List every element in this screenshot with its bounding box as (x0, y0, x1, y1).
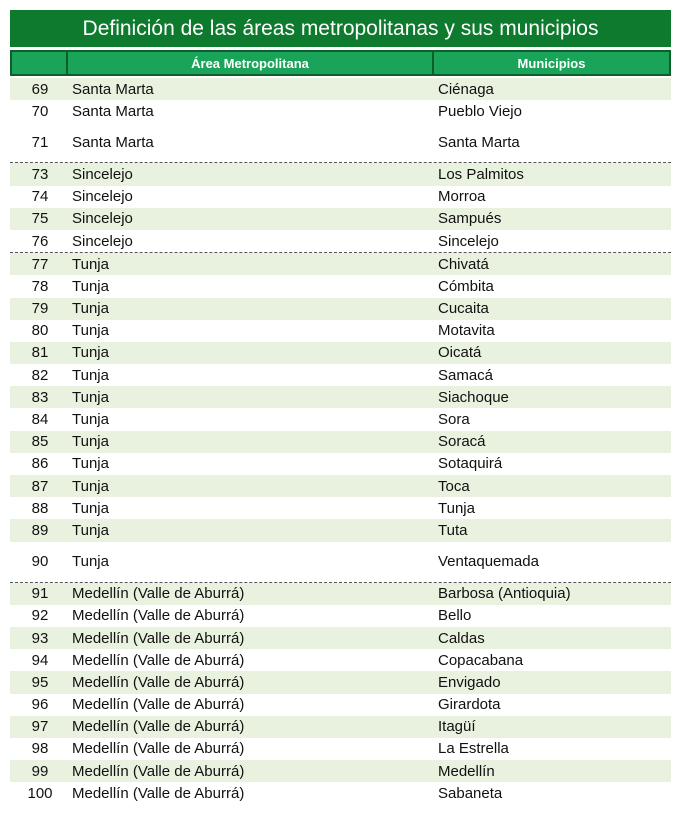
row-municipio: Envigado (438, 673, 501, 691)
table-row (10, 627, 671, 649)
row-number: 94 (31, 651, 49, 669)
row-area: Santa Marta (72, 80, 154, 98)
table-row (10, 782, 671, 804)
row-number: 99 (31, 762, 49, 780)
row-number: 86 (31, 455, 49, 473)
row-municipio: Girardota (438, 696, 501, 714)
row-number: 91 (31, 585, 49, 603)
header-area-metropolitana: Área Metropolitana (68, 52, 434, 74)
row-municipio: La Estrella (438, 740, 509, 758)
row-number: 69 (31, 80, 49, 98)
table-row (10, 738, 671, 760)
row-area: Tunja (72, 521, 109, 539)
row-municipio: Los Palmitos (438, 165, 524, 183)
row-municipio: Sora (438, 411, 470, 429)
table-row (10, 431, 671, 453)
row-number: 95 (31, 673, 49, 691)
row-area: Medellín (Valle de Aburrá) (72, 718, 245, 736)
row-number: 97 (31, 718, 49, 736)
row-area: Tunja (72, 455, 109, 473)
row-area: Sincelejo (72, 210, 133, 228)
row-municipio: Santa Marta (438, 133, 520, 151)
row-municipio: Medellín (438, 762, 495, 780)
row-municipio: Ciénaga (438, 80, 494, 98)
row-municipio: Oicatá (438, 344, 482, 362)
table-row (10, 122, 671, 163)
row-number: 71 (31, 133, 49, 151)
row-area: Tunja (72, 411, 109, 429)
row-municipio: Copacabana (438, 651, 524, 669)
row-number: 88 (31, 499, 49, 517)
row-number: 87 (31, 477, 49, 495)
table-row (10, 275, 671, 297)
row-municipio: Tuta (438, 521, 468, 539)
table-row (10, 364, 671, 386)
table-row (10, 519, 671, 541)
table-body (10, 78, 671, 804)
row-municipio: Itagüí (438, 718, 476, 736)
row-area: Tunja (72, 300, 109, 318)
row-number: 98 (31, 740, 49, 758)
row-municipio: Barbosa (Antioquia) (438, 585, 571, 603)
row-municipio: Sampués (438, 210, 502, 228)
row-area: Tunja (72, 366, 109, 384)
row-number: 79 (31, 300, 49, 318)
table-row (10, 186, 671, 208)
row-municipio: Cucaita (438, 300, 489, 318)
row-area: Medellín (Valle de Aburrá) (72, 629, 245, 647)
row-area: Tunja (72, 499, 109, 517)
row-area: Santa Marta (72, 102, 154, 120)
row-area: Medellín (Valle de Aburrá) (72, 673, 245, 691)
row-area: Tunja (72, 553, 109, 571)
table-row (10, 342, 671, 364)
row-number: 83 (31, 388, 49, 406)
row-area: Sincelejo (72, 165, 133, 183)
table-row (10, 671, 671, 693)
row-number: 81 (31, 344, 49, 362)
page-title: Definición de las áreas metropolitanas y sus municipios (10, 10, 671, 47)
row-municipio: Motavita (438, 322, 495, 340)
table-row (10, 716, 671, 738)
table-row (10, 320, 671, 342)
row-number: 100 (27, 784, 53, 802)
row-number: 76 (31, 232, 49, 250)
row-number: 92 (31, 607, 49, 625)
row-municipio: Caldas (438, 629, 485, 647)
row-area: Medellín (Valle de Aburrá) (72, 762, 245, 780)
table-row (10, 694, 671, 716)
row-municipio: Tunja (438, 499, 475, 517)
row-municipio: Sabaneta (438, 784, 503, 802)
row-municipio: Toca (438, 477, 470, 495)
table-row (10, 163, 671, 185)
row-area: Tunja (72, 322, 109, 340)
row-number: 70 (31, 102, 49, 120)
row-area: Medellín (Valle de Aburrá) (72, 696, 245, 714)
row-number: 80 (31, 322, 49, 340)
row-number: 93 (31, 629, 49, 647)
row-municipio: Chivatá (438, 255, 489, 273)
table-row (10, 386, 671, 408)
row-municipio: Siachoque (438, 388, 509, 406)
table-row (10, 475, 671, 497)
row-number: 73 (31, 165, 49, 183)
header-municipios: Municipios (517, 55, 586, 71)
row-area: Tunja (72, 433, 109, 451)
row-area: Medellín (Valle de Aburrá) (72, 585, 245, 603)
table-row (10, 408, 671, 430)
row-area: Sincelejo (72, 188, 133, 206)
row-area: Santa Marta (72, 133, 154, 151)
header-number (12, 52, 68, 74)
table-header (10, 50, 671, 76)
row-municipio: Samacá (438, 366, 494, 384)
row-area: Tunja (72, 388, 109, 406)
row-number: 84 (31, 411, 49, 429)
row-municipio: Soracá (438, 433, 486, 451)
row-number: 90 (31, 553, 49, 571)
table-row (10, 583, 671, 605)
table-row (10, 100, 671, 122)
row-municipio: Bello (438, 607, 472, 625)
row-municipio: Morroa (438, 188, 486, 206)
table-row (10, 298, 671, 320)
row-area: Tunja (72, 477, 109, 495)
row-area: Sincelejo (72, 232, 133, 250)
table-row (10, 542, 671, 583)
row-municipio: Ventaquemada (438, 553, 539, 571)
row-municipio: Sotaquirá (438, 455, 503, 473)
row-municipio: Cómbita (438, 277, 494, 295)
table-row (10, 208, 671, 230)
row-number: 89 (31, 521, 49, 539)
table-row (10, 760, 671, 782)
row-area: Tunja (72, 255, 109, 273)
table-row (10, 253, 671, 275)
table-row (10, 649, 671, 671)
table-row (10, 605, 671, 627)
row-area: Medellín (Valle de Aburrá) (72, 740, 245, 758)
table-row (10, 497, 671, 519)
row-area: Tunja (72, 277, 109, 295)
row-area: Medellín (Valle de Aburrá) (72, 651, 245, 669)
row-municipio: Pueblo Viejo (438, 102, 522, 120)
row-number: 75 (31, 210, 49, 228)
table-row (10, 453, 671, 475)
table-row (10, 78, 671, 100)
row-number: 74 (31, 188, 49, 206)
row-number: 85 (31, 433, 49, 451)
row-number: 82 (31, 366, 49, 384)
table-row (10, 230, 671, 253)
row-number: 78 (31, 277, 49, 295)
row-number: 77 (31, 255, 49, 273)
row-area: Tunja (72, 344, 109, 362)
row-area: Medellín (Valle de Aburrá) (72, 784, 245, 802)
row-area: Medellín (Valle de Aburrá) (72, 607, 245, 625)
row-number: 96 (31, 696, 49, 714)
row-municipio: Sincelejo (438, 232, 499, 250)
